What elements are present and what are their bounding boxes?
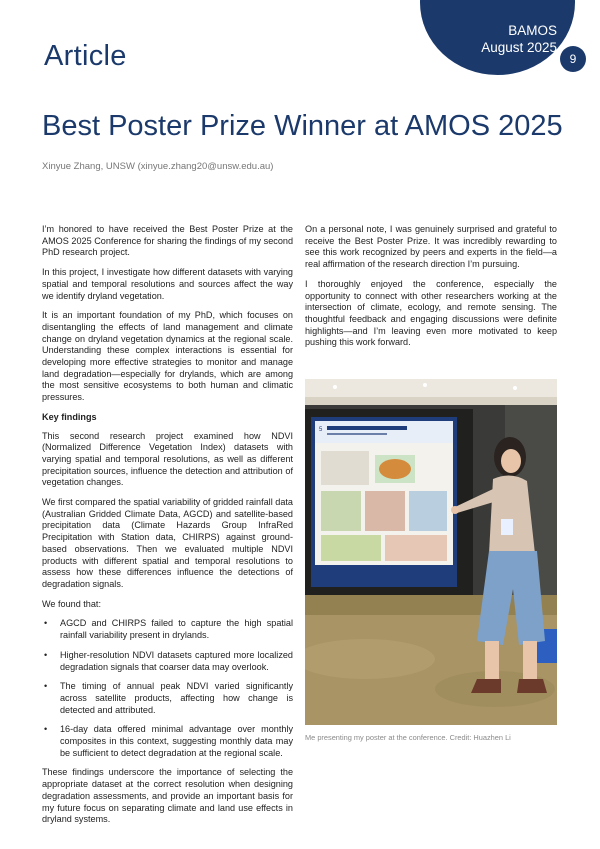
article-byline: Xinyue Zhang, UNSW (xinyue.zhang20@unsw.edu.au) bbox=[42, 161, 274, 172]
list-item-text: AGCD and CHIRPS failed to capture the high spatial rainfall variability present in drylands. bbox=[60, 618, 293, 641]
issue-date: August 2025 bbox=[481, 40, 557, 55]
paragraph: In this project, I investigate how different datasets with varying spatial and temporal resolutions and sources affect the way we identify dryland vegetation. bbox=[42, 267, 293, 301]
bullet-icon: • bbox=[44, 681, 48, 692]
findings-list bbox=[42, 618, 293, 759]
page-number: 9 bbox=[560, 46, 586, 72]
paragraph: On a personal note, I was genuinely surprised and grateful to receive the Best Poster Prize. It was incredibly rewarding to see this work recognized by peers and experts in the field—a real affirmation of the research direction I’m pursuing. bbox=[305, 224, 557, 270]
paragraph: This second research project examined how NDVI (Normalized Difference Vegetation Index) datasets with varying spatial and temporal resolutions, as well as different precipitation sources, influence the detection and attribution of vegetation changes. bbox=[42, 430, 293, 488]
key-findings-heading: Key findings bbox=[42, 411, 97, 422]
paragraph: I’m honored to have received the Best Poster Prize at the AMOS 2025 Conference for sharing the findings of my second PhD research project. bbox=[42, 224, 293, 258]
list-item-text: The timing of annual peak NDVI varied significantly across satellite products, affecting how change is detected and attributed. bbox=[60, 681, 293, 715]
poster-number: 5 bbox=[319, 427, 323, 433]
list-item-text: 16-day data offered minimal advantage over monthly composites in this context, suggesting monthly data may be sufficient to detect degradation at the regional scale. bbox=[60, 724, 293, 758]
list-item bbox=[42, 618, 293, 641]
bullet-icon: • bbox=[44, 649, 48, 660]
list-item bbox=[42, 681, 293, 716]
photo-caption: Me presenting my poster at the conference. Credit: Huazhen Li bbox=[305, 733, 511, 742]
paragraph: We found that: bbox=[42, 598, 101, 609]
list-item bbox=[42, 724, 293, 759]
publication-name: BAMOS bbox=[508, 23, 557, 38]
section-label: Article bbox=[44, 40, 127, 72]
issue-badge-text bbox=[462, 22, 557, 56]
conference-photo bbox=[305, 379, 557, 725]
paragraph: These findings underscore the importance of selecting the appropriate dataset at the correct resolution when designing degradation assessments, and provide an important basis for my future focus on separating climate and land use effects in dryland systems. bbox=[42, 767, 293, 825]
bullet-icon: • bbox=[44, 724, 48, 735]
paragraph: I thoroughly enjoyed the conference, especially the opportunity to connect with other researchers working at the intersection of climate, ecology, and remote sensing. The thoughtful feedback and engaging discussions were definite highlights—and I’m leaving even more motivated to keep pushing this work forward. bbox=[305, 278, 557, 348]
paragraph: We first compared the spatial variability of gridded rainfall data (Australian Gridded Climate Data, AGCD) and satellite-based precipitation data (Climate Hazards Group InfraRed Precipitation with Station data, CHIRPS) against ground-based observations. Then we evaluated multiple NDVI products with different spatial and temporal resolutions to assess how these differences influence the detections of degradation signals. bbox=[42, 497, 293, 589]
list-item-text: Higher-resolution NDVI datasets captured more localized degradation signals that coarser data may overlook. bbox=[60, 649, 293, 672]
paragraph: It is an important foundation of my PhD, which focuses on disentangling the effects of land management and climate change on dryland vegetation dynamics at the regional scale. Understanding these complex interactions is essential for developing more effective strategies to monitor and manage land degradation—especially for drylands, which are among the most sensitive ecosystems to both human and climatic pressures. bbox=[42, 310, 293, 403]
body-column-right bbox=[305, 224, 557, 357]
bullet-icon: • bbox=[44, 618, 48, 629]
list-item bbox=[42, 650, 293, 673]
body-column-left bbox=[42, 224, 293, 834]
article-title: Best Poster Prize Winner at AMOS 2025 bbox=[42, 110, 563, 142]
